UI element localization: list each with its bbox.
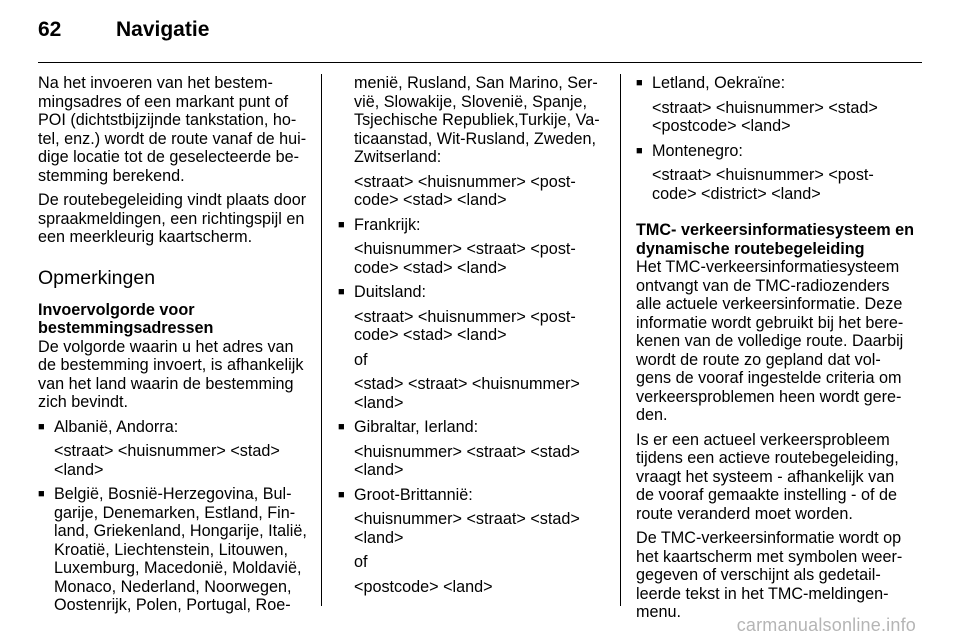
text-line: kenen van de volledige route. Daarbij <box>636 332 904 350</box>
text-line: van het land waarin de bestemming <box>38 374 294 393</box>
text-line: <straat> <huisnummer> <post- <box>652 166 874 184</box>
text-line: <land> <box>354 528 404 547</box>
page-number: 62 <box>38 18 62 41</box>
address-format <box>338 375 606 412</box>
text-line: tijdens een actieve routebegeleiding, <box>636 449 899 467</box>
text-line: Zwitserland: <box>354 148 442 166</box>
text-line: garije, Denemarken, Estland, Fin- <box>54 503 296 522</box>
column-divider-2 <box>620 74 621 606</box>
text-line: <huisnummer> <straat> <stad> <box>354 442 580 461</box>
text-line: Invoervolgorde voor <box>38 300 195 319</box>
text-line: <straat> <huisnummer> <post- <box>354 307 576 326</box>
bullet-montenegro <box>636 142 904 161</box>
bullet-label: Frankrijk: <box>354 215 421 234</box>
text-line: code> <stad> <land> <box>354 191 507 209</box>
text-line: <postcode> <land> <box>652 117 791 135</box>
address-format <box>338 443 606 480</box>
text-line: De routebegeleiding vindt plaats door <box>38 191 307 209</box>
column-3 <box>636 74 915 628</box>
page-title: Navigatie <box>116 18 210 41</box>
bullet-albania-andorra <box>38 418 306 437</box>
text-line: menië, Rusland, San Marino, Ser- <box>354 74 598 92</box>
bullet-gibraltar-ireland <box>338 418 606 437</box>
text-line: vië, Slowakije, Slovenië, Spanje, <box>354 92 588 111</box>
address-format <box>338 240 606 277</box>
text-line: land, Griekenland, Hongarije, Italië, <box>54 522 307 540</box>
column-divider-1 <box>321 74 322 606</box>
bullet-great-britain <box>338 486 606 505</box>
column-2 <box>338 74 606 602</box>
text-line: De TMC-verkeersinformatie wordt op <box>636 529 902 547</box>
page-header <box>38 18 209 42</box>
text-line: Monaco, Nederland, Noorwegen, <box>54 577 292 596</box>
bullet-label: Gibraltar, Ierland: <box>354 418 479 436</box>
address-format <box>636 166 904 203</box>
text-line: <land> <box>354 393 404 412</box>
address-format: <postcode> <land> <box>354 577 493 596</box>
text-line: dynamische routebegeleiding <box>636 239 865 258</box>
text-line: ontvangt van de TMC-radiozenders <box>636 276 890 295</box>
intro-paragraph-2 <box>38 191 306 247</box>
bullet-latvia-ukraine <box>636 74 904 93</box>
intro-paragraph-1 <box>38 74 306 185</box>
header-rule <box>38 62 922 63</box>
text-line: dige locatie tot de geselecteerde be- <box>38 148 299 166</box>
text-line: menu. <box>636 603 681 621</box>
text-line: de vooraf gemaakte instelling - of de <box>636 486 897 504</box>
tmc-paragraph-1 <box>636 258 904 425</box>
text-line: stemming berekend. <box>38 166 185 185</box>
bullet-label: Letland, Oekraïne: <box>652 74 786 92</box>
text-line: Na het invoeren van het bestem- <box>38 74 273 92</box>
bullet-label: Groot-Brittannië: <box>354 485 473 504</box>
section-title: Opmerkingen <box>38 266 156 289</box>
text-line: ticaanstad, Wit-Rusland, Zweden, <box>354 129 597 148</box>
subsection-text <box>38 338 306 412</box>
text-line: route veranderd moet worden. <box>636 504 853 523</box>
text-line: Oostenrijk, Polen, Portugal, Roe- <box>54 596 291 614</box>
bullet-label: Duitsland: <box>354 283 426 301</box>
address-format <box>338 173 606 210</box>
text-line: het kaartscherm met symbolen weer- <box>636 547 903 566</box>
address-format <box>636 99 904 136</box>
text-line: code> <stad> <land> <box>354 258 507 277</box>
text-line: alle actuele verkeersinformatie. Deze <box>636 295 903 313</box>
address-format <box>338 308 606 345</box>
text-line: Het TMC-verkeersinformatiesysteem <box>636 258 900 276</box>
text-line: Luxemburg, Macedonië, Moldavië, <box>54 559 302 577</box>
text-line: vraagt het systeem - afhankelijk van <box>636 467 895 486</box>
tmc-section-title <box>636 221 915 258</box>
text-line: spraakmeldingen, een richtingspijl en <box>38 209 305 228</box>
text-line: ■ België, Bosnië-Herzegovina, Bul- <box>54 485 292 503</box>
text-line: <stad> <straat> <huisnummer> <box>354 375 580 393</box>
column-1 <box>38 74 306 621</box>
text-line: tel, enz.) wordt de route vanaf de hui- <box>38 129 307 148</box>
text-line: leerde tekst in het TMC-meldingen- <box>636 584 889 603</box>
text-line: een meerkleurig kaartscherm. <box>38 228 253 246</box>
tmc-paragraph-2 <box>636 431 904 524</box>
text-line: gens de vooraf ingestelde criteria om <box>636 369 902 387</box>
text-line: De volgorde waarin u het adres van <box>38 337 294 356</box>
text-line: code> <district> <land> <box>652 184 821 203</box>
text-line: POI (dichtstbijzijnde tankstation, ho- <box>38 111 297 129</box>
bullet-label: Montenegro: <box>652 141 743 160</box>
text-line: informatie wordt gebruikt bij het bere- <box>636 313 904 332</box>
text-line: verkeersproblemen heen wordt gere- <box>636 387 902 406</box>
text-line: <straat> <huisnummer> <stad> <box>652 98 878 117</box>
or-text: of <box>354 350 368 369</box>
text-line: <straat> <huisnummer> <stad> <box>54 442 280 460</box>
text-line: den. <box>636 406 668 424</box>
text-line: bestemmingsadressen <box>38 319 214 337</box>
text-line: zich bevindt. <box>38 393 128 411</box>
tmc-paragraph-3 <box>636 529 904 622</box>
text-line: <huisnummer> <straat> <post- <box>354 240 576 258</box>
text-line: de bestemming invoert, is afhankelijk <box>38 356 304 374</box>
text-line: Tsjechische Republiek,Turkije, Va- <box>354 111 600 129</box>
watermark: carmanualsonline.info <box>736 615 916 635</box>
bullet-label: Albanië, Andorra: <box>54 417 179 436</box>
text-line: <land> <box>54 460 104 479</box>
text-line: mingsadres of een markant punt of <box>38 92 289 111</box>
subsection-title <box>38 301 306 338</box>
address-format <box>338 510 606 547</box>
text-line: <huisnummer> <straat> <stad> <box>354 510 580 528</box>
text-line: <land> <box>354 461 404 479</box>
text-line: wordt de route zo gepland dat vol- <box>636 350 881 369</box>
text-line: gegeven of verschijnt als gedetail- <box>636 566 881 584</box>
bullet-france <box>338 216 606 235</box>
bullet-germany <box>338 283 606 302</box>
bullet-country-list <box>38 485 306 615</box>
text-line: code> <stad> <land> <box>354 326 507 344</box>
or-text: of <box>354 553 368 571</box>
text-line: Is er een actueel verkeersprobleem <box>636 430 890 449</box>
text-line: Kroatië, Liechtenstein, Litouwen, <box>54 540 288 559</box>
address-format <box>38 442 306 479</box>
text-line: TMC- verkeersinformatiesysteem en <box>636 221 915 239</box>
text-line: <straat> <huisnummer> <post- <box>354 172 576 191</box>
country-list-continued <box>338 74 606 167</box>
